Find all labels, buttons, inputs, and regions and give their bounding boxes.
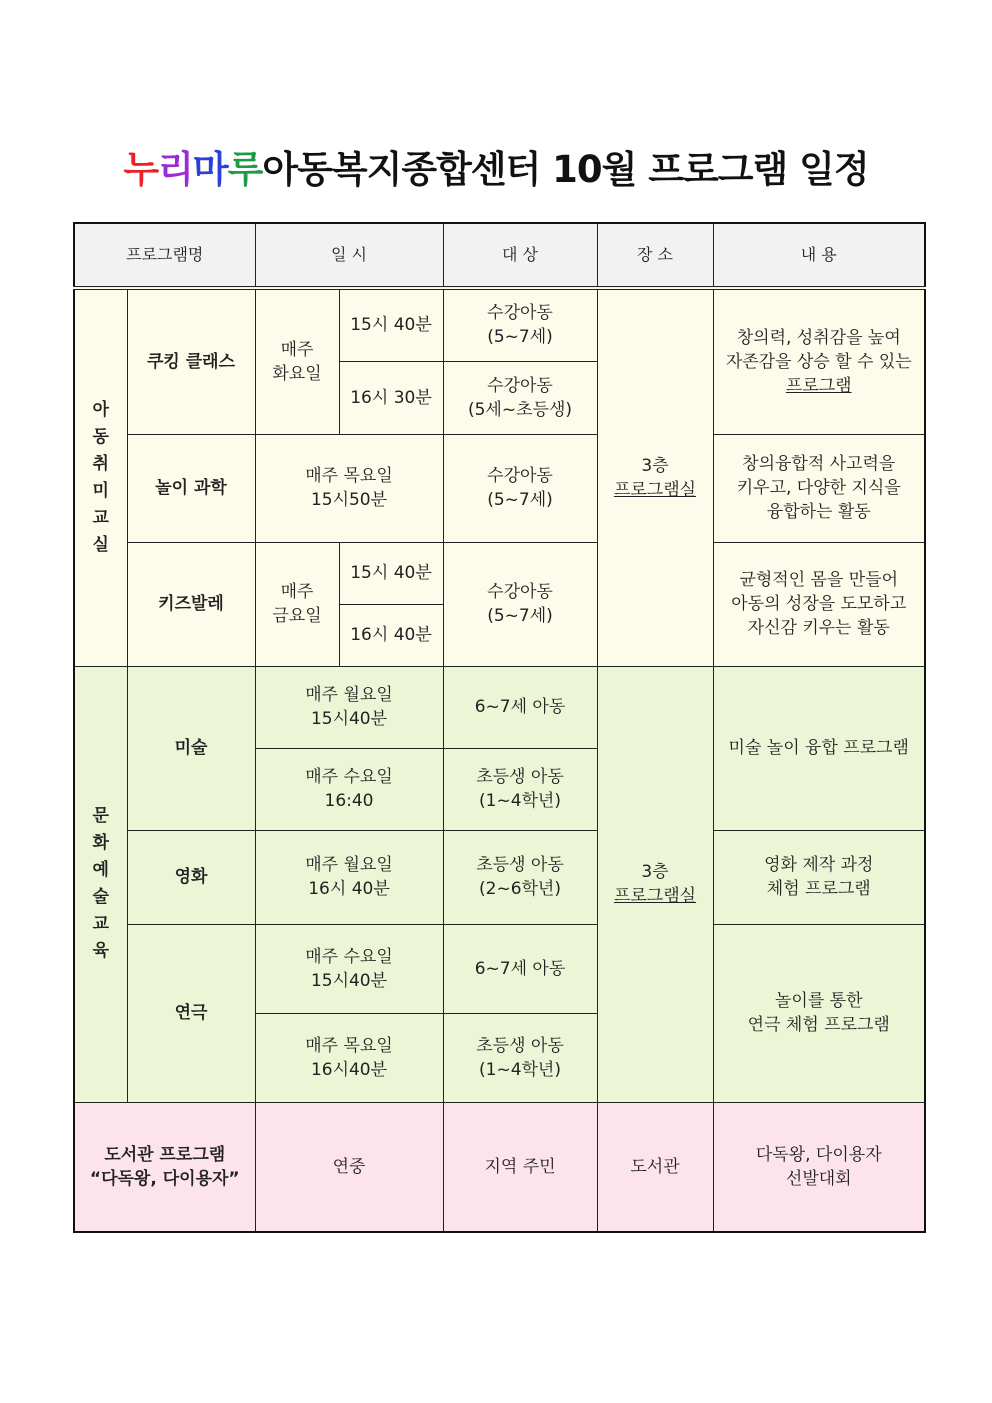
cooking-day: 매주 화요일 <box>255 288 339 434</box>
program-kids-ballet: 키즈발레 <box>127 542 255 666</box>
header-program-name: 프로그램명 <box>74 223 255 288</box>
title-brand-char: 리 <box>158 148 193 191</box>
program-cooking-class: 쿠킹 클래스 <box>127 288 255 434</box>
program-play-science: 놀이 과학 <box>127 434 255 542</box>
film-content: 영화 제작 과정 체험 프로그램 <box>713 830 925 924</box>
header-target: 대 상 <box>443 223 597 288</box>
drama-schedule-1: 매주 수요일 15시40분 <box>255 924 443 1013</box>
title-brand-char: 누 <box>123 148 159 191</box>
program-library: 도서관 프로그램 “다독왕, 다이용자” <box>74 1102 255 1232</box>
program-film: 영화 <box>127 830 255 924</box>
cooking-target-1: 수강아동 (5~7세) <box>443 288 597 361</box>
table-row <box>74 924 925 1013</box>
header-content: 내 용 <box>713 223 925 288</box>
library-content: 다독왕, 다이용자 선발대회 <box>713 1102 925 1232</box>
drama-target-2: 초등생 아동 (1~4학년) <box>443 1013 597 1102</box>
program-art: 미술 <box>127 666 255 830</box>
art-target-1: 6~7세 아동 <box>443 666 597 748</box>
ballet-content: 균형적인 몸을 만들어 아동의 성장을 도모하고 자신감 키우는 활동 <box>713 542 925 666</box>
art-target-2: 초등생 아동 (1~4학년) <box>443 748 597 830</box>
science-schedule: 매주 목요일 15시50분 <box>255 434 443 542</box>
header-place: 장 소 <box>597 223 713 288</box>
culture-place: 3층 프로그램실 <box>597 666 713 1102</box>
drama-target-1: 6~7세 아동 <box>443 924 597 1013</box>
cooking-content: 창의력, 성취감을 높여 자존감을 상승 할 수 있는 프로그램 <box>713 288 925 434</box>
page-title <box>0 140 992 200</box>
science-target: 수강아동 (5~7세) <box>443 434 597 542</box>
ballet-day: 매주 금요일 <box>255 542 339 666</box>
table-row <box>74 434 925 542</box>
ballet-time-2: 16시 40분 <box>339 604 443 666</box>
table-row <box>74 288 925 361</box>
table-row <box>74 1102 925 1232</box>
table-header-row <box>74 223 925 288</box>
art-schedule-1: 매주 월요일 15시40분 <box>255 666 443 748</box>
art-schedule-2: 매주 수요일 16:40 <box>255 748 443 830</box>
art-content: 미술 놀이 융합 프로그램 <box>713 666 925 830</box>
library-target: 지역 주민 <box>443 1102 597 1232</box>
cooking-time-1: 15시 40분 <box>339 288 443 361</box>
table-row <box>74 542 925 604</box>
cooking-target-2: 수강아동 (5세~초등생) <box>443 361 597 434</box>
hobby-place: 3층 프로그램실 <box>597 288 713 666</box>
section-label-culture: 문 화 예 술 교 육 <box>74 666 127 1102</box>
drama-content: 놀이를 통한 연극 체험 프로그램 <box>713 924 925 1102</box>
drama-schedule-2: 매주 목요일 16시40분 <box>255 1013 443 1102</box>
library-schedule: 연중 <box>255 1102 443 1232</box>
table-row <box>74 830 925 924</box>
table-row <box>74 666 925 748</box>
title-text: 아동복지종합센터 10월 프로그램 일정 <box>262 148 869 191</box>
ballet-time-1: 15시 40분 <box>339 542 443 604</box>
section-label-hobby: 아 동 취 미 교 실 <box>74 288 127 666</box>
title-brand-char: 루 <box>227 148 263 191</box>
header-schedule: 일 시 <box>255 223 443 288</box>
library-place: 도서관 <box>597 1102 713 1232</box>
cooking-time-2: 16시 30분 <box>339 361 443 434</box>
film-schedule: 매주 월요일 16시 40분 <box>255 830 443 924</box>
title-brand-char: 마 <box>192 148 228 191</box>
ballet-target: 수강아동 (5~7세) <box>443 542 597 666</box>
science-content: 창의융합적 사고력을 키우고, 다양한 지식을 융합하는 활동 <box>713 434 925 542</box>
program-schedule-table <box>73 222 926 1233</box>
program-drama: 연극 <box>127 924 255 1102</box>
film-target: 초등생 아동 (2~6학년) <box>443 830 597 924</box>
